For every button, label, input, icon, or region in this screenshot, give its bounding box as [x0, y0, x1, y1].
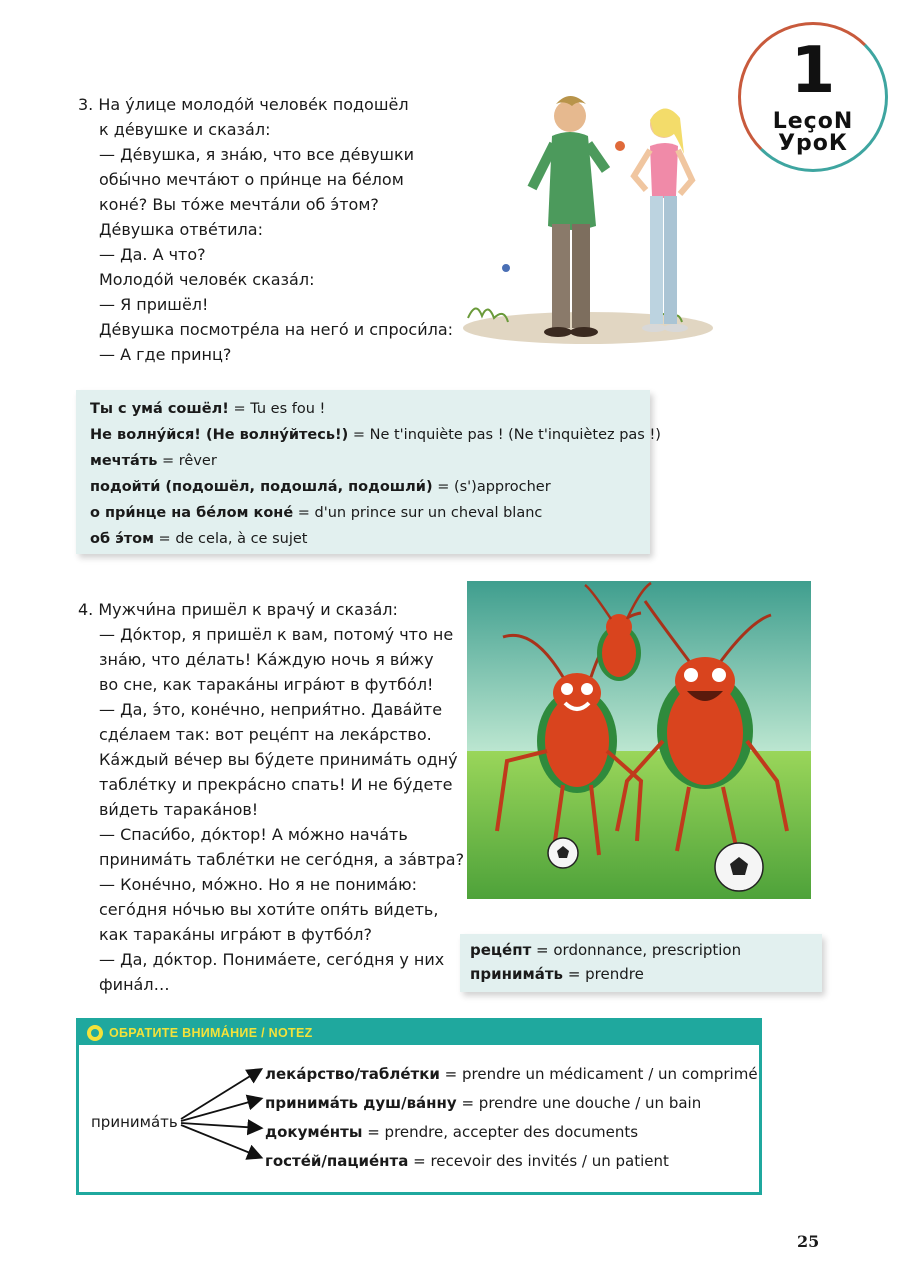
story-line: Ка́ждый ве́чер вы бу́дете принима́ть одну́ [99, 750, 458, 769]
arrow-2 [181, 1099, 260, 1121]
vocabulary-row [90, 500, 636, 526]
story-line: — Спаси́бо, до́ктор! А мо́жно нача́ть [99, 825, 408, 844]
story-3-text [78, 92, 453, 367]
vocabulary-row [470, 962, 812, 986]
vocabulary-row [90, 448, 636, 474]
lesson-number: 1 [790, 34, 836, 108]
vocabulary-term: подойти́ (подошёл, подошла́, подошли́) [90, 479, 433, 495]
vocabulary-definition: = rêver [157, 453, 217, 469]
vocabulary-row [470, 938, 812, 962]
story-4-text [78, 597, 464, 997]
notez-item: принима́ть душ/ва́нну = prendre une douche / un bain [265, 1094, 702, 1112]
arrow-3 [181, 1123, 260, 1128]
arrow-4 [181, 1125, 260, 1157]
vocabulary-definition: = Tu es fou ! [228, 401, 326, 417]
story-line: Де́вушка отве́тила: [99, 220, 263, 239]
story-line: — Да. А что? [99, 245, 206, 264]
story-line: 3. На у́лице молодо́й челове́к подошёл [78, 95, 409, 114]
story-line: принима́ть табле́тки не сего́дня, а за́втра? [99, 850, 465, 869]
story-line: обы́чно мечта́ют о при́нце на бе́лом [99, 170, 404, 189]
notez-title: ОБРАТИТЕ ВНИМА́НИЕ / NOTEZ [109, 1026, 313, 1040]
vocabulary-term: принима́ть [470, 965, 564, 983]
vocabulary-definition: = d'un prince sur un cheval blanc [293, 505, 543, 521]
vocabulary-definition: = Ne t'inquiète pas ! (Ne t'inquiètez pas !) [348, 427, 661, 443]
notez-root-verb: принима́ть [91, 1113, 178, 1131]
story-line: — До́ктор, я пришёл к вам, потому́ что не [99, 625, 454, 644]
story-line: Молодо́й челове́к сказа́л: [99, 270, 315, 289]
notez-item: лека́рство/табле́тки = prendre un médicament / un comprimé [265, 1065, 758, 1083]
story-line: к де́вушке и сказа́л: [99, 120, 271, 139]
story-line: зна́ю, что де́лать! Ка́ждую ночь я ви́жу [99, 650, 434, 669]
vocabulary-row [90, 474, 636, 500]
lesson-word-ru: УроК [778, 131, 848, 156]
vocabulary-row [90, 526, 636, 552]
story-line: — Коне́чно, мо́жно. Но я не понима́ю: [99, 875, 417, 894]
vocabulary-row [90, 422, 661, 448]
story-line: как тарака́ны игра́ют в футбо́л? [99, 925, 372, 944]
page-number: 25 [797, 1232, 820, 1251]
story-line: — Де́вушка, я зна́ю, что все де́вушки [99, 145, 415, 164]
vocabulary-box-1 [76, 390, 661, 554]
vocabulary-term: реце́пт [470, 941, 532, 959]
story-line: сде́лаем так: вот реце́пт на лека́рство. [99, 725, 432, 744]
couple-illustration [458, 88, 720, 356]
vocabulary-term: о при́нце на бе́лом коне́ [90, 505, 294, 521]
story-line: во сне, как тарака́ны игра́ют в футбо́л! [99, 675, 434, 694]
vocabulary-definition: = ordonnance, prescription [531, 941, 742, 959]
notez-item: госте́й/пацие́нта = recevoir des invités / un patient [265, 1152, 669, 1170]
vocabulary-definition: = prendre [563, 965, 644, 983]
vocabulary-box-2 [460, 934, 822, 992]
story-line: — Да, э́то, коне́чно, неприя́тно. Дава́йте [99, 700, 443, 719]
arrow-1 [181, 1070, 260, 1119]
story-line: Де́вушка посмотре́ла на него́ и спроси́ла: [99, 320, 454, 339]
notez-box [76, 1018, 762, 1195]
vocabulary-term: Ты с ума́ сошёл! [90, 401, 229, 417]
vocabulary-term: мечта́ть [90, 453, 158, 469]
story-line: фина́л… [99, 975, 170, 994]
story-line: сего́дня но́чью вы хоти́те опя́ть ви́деть, [99, 900, 439, 919]
story-line: табле́тку и прекра́сно спать! И не бу́дете [99, 775, 453, 794]
notez-item: докуме́нты = prendre, accepter des documents [265, 1123, 639, 1141]
vocabulary-term: Не волну́йся! (Не волну́йтесь!) [90, 427, 349, 443]
story-line: ви́деть тарака́нов! [99, 800, 259, 819]
vocabulary-definition: = de cela, à ce sujet [153, 531, 308, 547]
vocabulary-definition: = (s')approcher [432, 479, 551, 495]
story-line: 4. Мужчи́на пришёл к врачу́ и сказа́л: [78, 600, 398, 619]
cockroaches-illustration [467, 581, 811, 899]
lesson-badge [738, 22, 888, 172]
story-line: — А где принц? [99, 345, 232, 364]
story-line: — Да, до́ктор. Понима́ете, сего́дня у них [99, 950, 445, 969]
vocabulary-row [90, 396, 636, 422]
story-line: коне́? Вы то́же мечта́ли об э́том? [99, 195, 379, 214]
story-line: — Я пришёл! [99, 295, 209, 314]
vocabulary-term: об э́том [90, 531, 154, 547]
lesson-word-fr: LeçoN [772, 109, 854, 134]
